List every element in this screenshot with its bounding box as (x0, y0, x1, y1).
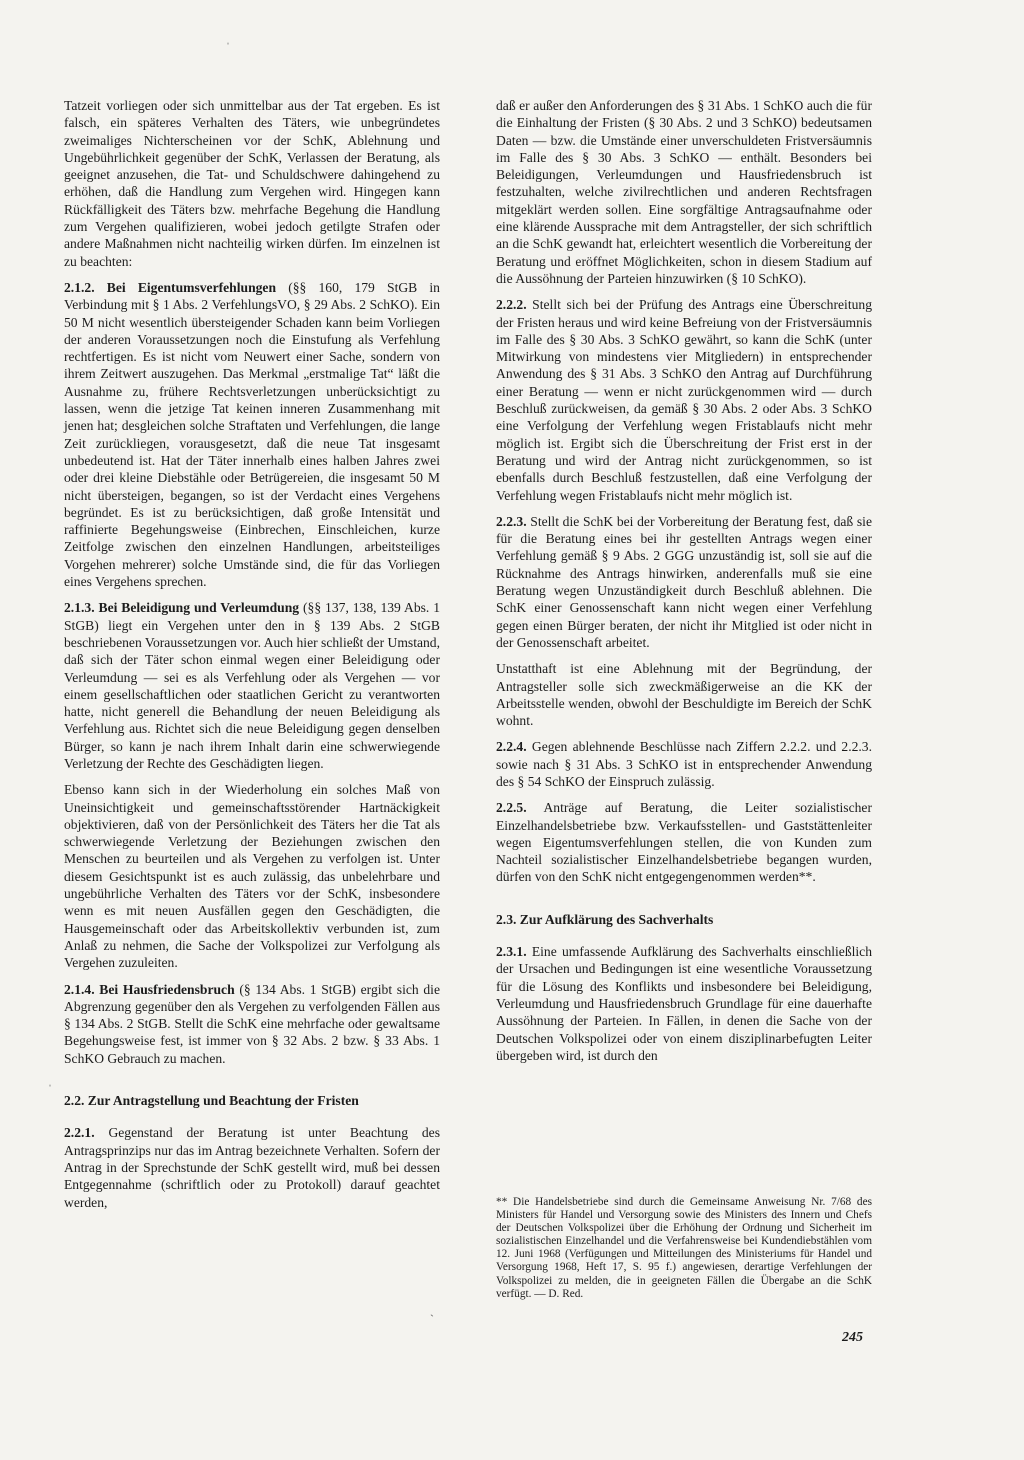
paragraph-lead: Bei Beleidigung und Verleumdung (98, 600, 300, 616)
paragraph-2-2-5 (496, 799, 872, 885)
paragraph-2-3-1 (496, 943, 872, 1064)
paragraph-continuation-right: daß er außer den Anforderungen des § 31 Abs. 1 SchKO auch die für die Einhaltung der Fristen (§ 30 Abs. 2 und 3 SchKO) bedeutsamen Daten — bzw. die Umstände einer unverschuldeten Fristversäumnis im Falle des § 30 Abs. 3 SchKO — enthält. Besonders bei Beleidigungen, Verleumdungen und Hausfriedensbruch ist festzuhalten, welche zivilrechtlichen und anderen Rechtsfragen mitgeklärt werden sollen. Eine sorgfältige Antragsaufnahme oder eine klärende Aussprache mit dem Antragsteller, der sich schriftlich an die SchK gewandt hat, erleichtert wesentlich die Vorbereitung der Beratung und eröffnet Möglichkeiten, schon in diesem Stadium auf die Aussöhnung der Parteien hinzuwirken (§ 10 SchKO). (496, 98, 872, 286)
paragraph-2-1-4 (64, 981, 440, 1067)
heading-2-2: 2.2. Zur Antragstellung und Beachtung der Fristen (64, 1093, 359, 1109)
paragraph-continuation-left: Tatzeit vorliegen oder sich unmittelbar aus der Tat ergeben. Es ist falsch, ein späteres Verhalten des Täters, wie unbegründetes zweimaliges Nichterscheinen vor der SchK, Ablehnung und Ungebührlichkeit gegenüber der SchK, Verlassen der Beratung, als geeignet anzusehen, die Tat- und Schuldschwere dahingehend zu erhöhen, daß die Handlung zum Vergehen wird. Hingegen kann Rückfälligkeit des Täters bzw. mehrfache Begehung die Handlung zum Vergehen qualifizieren, wobei jedoch getilgte Strafen oder andere Maßnahmen nicht nachteilig wirken dürfen. Im einzelnen ist zu beachten: (64, 98, 440, 269)
section-number: 2.2.2. (496, 297, 527, 313)
paragraph-text: Eine umfassende Aufklärung des Sachverhalts einschließlich der Ursachen und Bedingungen ist eine wesentliche Voraussetzung für die Lösung des Konflikts und insbesondere bei Beleidigung, Verleumdung und Hausfriedensbruch Grundlage für eine dauerhafte Aussöhnung der Parteien. In Fällen, in denen die Sache von der Deutschen Volkspolizei oder von einem disziplinarbefugten Leiter übergeben wird, ist durch den (496, 944, 873, 1063)
paragraph-2-1-2 (64, 279, 440, 590)
section-number: 2.2.5. (496, 800, 527, 816)
paragraph-2-2-4 (496, 738, 872, 790)
paragraph-text: Gegenstand der Beratung ist unter Beachtung des Antragsprinzips nur das im Antrag bezeichnete Verhalten. Sofern der Antrag in der Sprechstunde der SchK gestellt wird, muß bei dessen Entgegennahme (schriftlich oder zu Protokoll) darauf geachtet werden, (64, 1125, 440, 1210)
paragraph-text: (§§ 160, 179 StGB in Verbindung mit § 1 Abs. 2 VerfehlungsVO, § 29 Abs. 2 SchKO). Ein 50 M nicht wesentlich übersteigender Schaden kann beim Vorliegen der anderen Voraussetzungen noch die Einstufung als Verfehlung rechtfertigen. Es ist nicht vom Neuwert einer Sache, sondern von ihrem Zeitwert auszugehen. Das Merkmal „erstmalige Tat“ läßt die Ausnahme zu, frühere Rechtsverletzungen unberücksichtigt zu lassen, wenn die jetzige Tat keinen inneren Zusammenhang mit jenen hat; desgleichen solche Straftaten und Verfehlungen, die lange Zeit zurückliegen, vorausgesetzt, daß die neue Tat insgesamt unbedeutend ist. Hat der Täter innerhalb eines halben Jahres zwei oder drei kleine Diebstähle oder Betrügereien, die insgesamt 50 M nicht übersteigen, begangen, so ist der Verdacht eines Vergehens begründet. Es ist zu berücksichtigen, daß große Intensität und raffinierte Begehungsweise (Einbrechen, Einschleichen, kurze Zeitfolge zwischen den einzelnen Handlungen, arbeitsteiliges Vorgehen mehrerer) solche Umstände sind, die für das Vorliegen eines Vergehens sprechen. (64, 279, 440, 590)
paragraph-2-1-3 (64, 599, 440, 772)
scan-mark: ˋ (430, 1312, 434, 1326)
paragraph-ebenso: Ebenso kann sich in der Wiederholung ein solches Maß von Uneinsichtigkeit und gemeinschaftsstörender Hartnäckigkeit objektivieren, daß von der Persönlichkeit des Täters her die Tat als schwerwiegende Verletzung der Beziehungen zwischen den Menschen zu beurteilen und als Vergehen zu verfolgen ist. Unter diesem Gesichtspunkt ist es auch zulässig, das unbelehrbare und ungebührliche Verhalten des Täters vor der SchK, insbesondere wenn es mit neuen Ausfällen gegen den Geschädigten, die Hausgemeinschaft oder das Arbeitskollektiv verbunden ist, zum Anlaß zu nehmen, die Sache der Volkspolizei zur Verfolgung als Vergehen zuzuleiten. (64, 782, 440, 971)
section-number: 2.2.3. (496, 513, 527, 529)
paragraph-2-2-3 (496, 513, 872, 651)
section-number: 2.1.3. (64, 600, 95, 616)
paragraph-text: (§ 134 Abs. 1 StGB) ergibt sich die Abgrenzung gegenüber den als Vergehen zu verfolgenden Fällen aus § 134 Abs. 2 StGB. Stellt die SchK eine mehrfache oder gewaltsame Begehungsweise fest, ist immer von § 32 Abs. 2 bzw. § 33 Abs. 1 SchKO Gebrauch zu machen. (64, 981, 440, 1066)
paragraph-text: (§§ 137, 138, 139 Abs. 1 StGB) liegt ein Vergehen unter den in § 139 Abs. 2 StGB beschriebenen Voraussetzungen vor. Auch hier schließt der Umstand, daß sich der Täter schon einmal wegen einer Beleidigung oder Verleumdung — sei es als Verfehlung oder als Vergehen — vor einem gesellschaftlichen oder staatlichen Gericht zu verantworten hatte, nicht generell die Behandlung der neuen Beleidigung als Verfehlung aus. Richtet sich die neue Beleidigung gegen denselben Bürger, so kann je nach ihrem Inhalt darin eine schwerwiegende Verletzung der Rechte des Geschädigten liegen. (64, 600, 441, 771)
paragraph-lead: Bei Hausfriedensbruch (99, 981, 235, 997)
paragraph-lead: Bei Eigentumsverfehlungen (106, 279, 277, 295)
left-column (64, 97, 440, 1220)
section-number: 2.2.1. (64, 1125, 95, 1141)
paragraph-2-2-1 (64, 1124, 440, 1210)
page-number: 245 (842, 1330, 863, 1345)
paragraph-text: Gegen ablehnende Beschlüsse nach Ziffern 2.2.2. und 2.2.3. sowie nach § 31 Abs. 3 SchKO ist in entsprechender Anwendung des § 54 SchKO der Einspruch zulässig. (496, 739, 872, 789)
scan-mark: ˈ (48, 1082, 52, 1096)
paragraph-unstatthaft: Unstatthaft ist eine Ablehnung mit der Begründung, der Antragsteller solle sich zweckmäßigerweise an die KK der Arbeitsstelle wenden, obwohl der Beschuldigte im Bereich der SchK wohnt. (496, 661, 872, 729)
scan-mark: ˈ (226, 40, 230, 54)
section-number: 2.3.1. (496, 944, 527, 960)
footnote: ** Die Handelsbetriebe sind durch die Gemeinsame Anweisung Nr. 7/68 des Ministers für Handel und Versorgung sowie des Ministers des Innern und Chefs der Deutschen Volkspolizei über die Erhöhung der Ordnung und Sicherheit im sozialistischen Einzelhandel und die Verfahrensweise bei Kundendiebstählen vom 12. Juni 1968 (Verfügungen und Mitteilungen des Ministeriums für Handel und Versorgung 1968, Heft 17, S. 95 f.) angewiesen, derartige Verfehlungen der Volkspolizei zu melden, die in geeigneten Fällen die Übergabe an die SchK verfügt. — D. Red. (496, 1196, 872, 1300)
right-column (496, 97, 872, 1073)
paragraph-text: Anträge auf Beratung, die Leiter sozialistischer Einzelhandelsbetriebe bzw. Verkaufsstellen- und Gaststättenleiter wegen Eigentumsverfehlungen stellen, die von Kunden zum Nachteil sozialistischer Einzelhandelsbetriebe begangen wurden, dürfen von den SchK nicht entgegengenommen werden**. (496, 800, 872, 885)
paragraph-text: Stellt sich bei der Prüfung des Antrags eine Überschreitung der Fristen heraus und wird keine Befreiung von der Fristversäumnis im Falle des § 30 Abs. 3 SchKO gewährt, so kann die SchK (unter Mitwirkung von mindestens vier Mitgliedern) in entsprechender Anwendung des § 31 Abs. 3 SchKO den Antrag auf Durchführung einer Beratung — wenn er nicht zurückgenommen wird — durch Beschluß zurückweisen, da gemäß § 30 Abs. 2 oder Abs. 3 SchKO eine Verfolgung der Verfehlung wegen Fristablaufs nicht mehr möglich ist. Ergibt sich die Überschreitung der Frist erst in der Beratung und wird der Antrag nicht zurückgenommen, so ist ebenfalls durch Beschluß festzustellen, daß eine Verfolgung der Verfehlung wegen Fristablaufs nicht mehr möglich ist. (496, 297, 872, 503)
paragraph-2-2-2 (496, 296, 872, 504)
heading-2-3: 2.3. Zur Aufklärung des Sachverhalts (496, 911, 714, 927)
section-number: 2.1.4. (64, 981, 95, 997)
section-number: 2.2.4. (496, 739, 527, 755)
section-number: 2.1.2. (64, 279, 95, 295)
paragraph-text: Stellt die SchK bei der Vorbereitung der Beratung fest, daß sie für die Beratung eines bei ihr gestellten Antrags wegen einer Verfehlung gemäß § 9 Abs. 2 GGG unzuständig ist, soll sie auf die Rücknahme des Antrags hinwirken, anderenfalls muß sie eine Beratung wegen Unzuständigkeit durch Beschluß ablehnen. Die SchK einer Genossenschaft kann nicht wegen einer Verfehlung gegen einen Bürger beraten, der nicht ihr Mitglied ist oder nicht in der Genossenschaft arbeitet. (496, 513, 872, 650)
